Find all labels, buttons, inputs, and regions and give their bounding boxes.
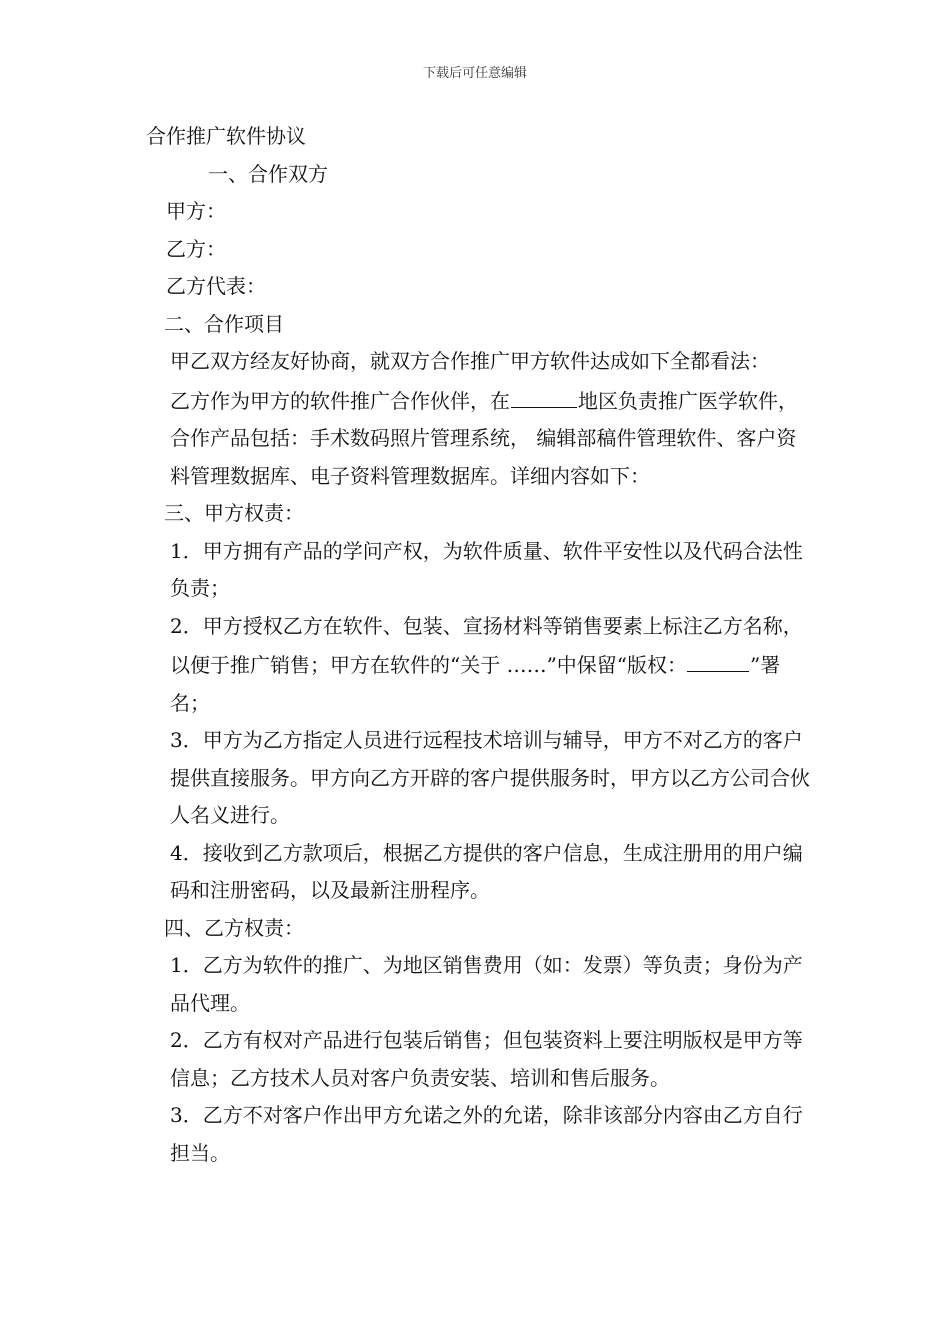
party-b-line: 乙方： bbox=[166, 236, 226, 261]
region-blank-line bbox=[511, 381, 577, 408]
party-a-item-2 bbox=[146, 608, 816, 723]
party-a-item-3: 3．甲方为乙方指定人员进行远程技术培训与辅导，甲方不对乙方的客户提供直接服务。甲方向乙方开辟的客户提供服务时，甲方以乙方公司合伙人名义进行。 bbox=[170, 728, 810, 827]
document-body bbox=[146, 118, 816, 1172]
party-b-item-1: 1．乙方为软件的推广、为地区销售费用（如：发票）等负责；身份为产品代理。 bbox=[170, 953, 803, 1015]
party-b-rep-line: 乙方代表： bbox=[166, 274, 266, 298]
party-a-item-2-text: 2．甲方授权乙方在软件、包装、宣扬材料等销售要素上标注乙方名称，以便于推广销售；甲方在软件的“关于 ……”中保留“版权： bbox=[170, 613, 803, 677]
party-a-item-4: 4．接收到乙方款项后，根据乙方提供的客户信息，生成注册用的用户编码和注册密码，以及最新注册程序。 bbox=[170, 840, 803, 902]
section-heading-project: 二、合作项目 bbox=[164, 311, 284, 336]
cooperation-paragraph bbox=[146, 381, 816, 496]
section-heading-party-b-duties: 四、乙方权责： bbox=[164, 915, 304, 940]
party-a-item-1: 1．甲方拥有产品的学问产权，为软件质量、软件平安性以及代码合法性负责； bbox=[170, 538, 803, 600]
cooperation-text-1: 乙方作为甲方的软件推广合作伙伴，在 bbox=[170, 388, 510, 413]
header-text: 下载后可任意编辑 bbox=[422, 66, 527, 81]
party-b-item-3: 3．乙方不对客户作出甲方允诺之外的允诺，除非该部分内容由乙方自行担当。 bbox=[170, 1103, 803, 1165]
section-heading-parties: 一、合作双方 bbox=[208, 161, 328, 186]
cooperation-text-2: 地区负责推广医学软件，合作产品包括：手术数码照片管理系统， 编辑部稿件管理软件、客户资料管理数据库、电子资料管理数据库。详细内容如下： bbox=[170, 388, 798, 488]
party-a-line: 甲方： bbox=[166, 199, 226, 223]
page-header bbox=[0, 65, 950, 83]
party-a-item-2-tail: ”署名； bbox=[170, 653, 781, 715]
copyright-blank-line bbox=[687, 645, 749, 672]
party-b-item-2: 2．乙方有权对产品进行包装后销售；但包装资料上要注明版权是甲方等信息；乙方技术人员对客户负责安装、培训和售后服务。 bbox=[170, 1028, 803, 1090]
document-title: 合作推广软件协议 bbox=[146, 124, 306, 148]
section-heading-party-a-duties: 三、甲方权责： bbox=[164, 501, 304, 525]
intro-paragraph: 甲乙双方经友好协商，就双方合作推广甲方软件达成如下全都看法： bbox=[170, 349, 770, 373]
